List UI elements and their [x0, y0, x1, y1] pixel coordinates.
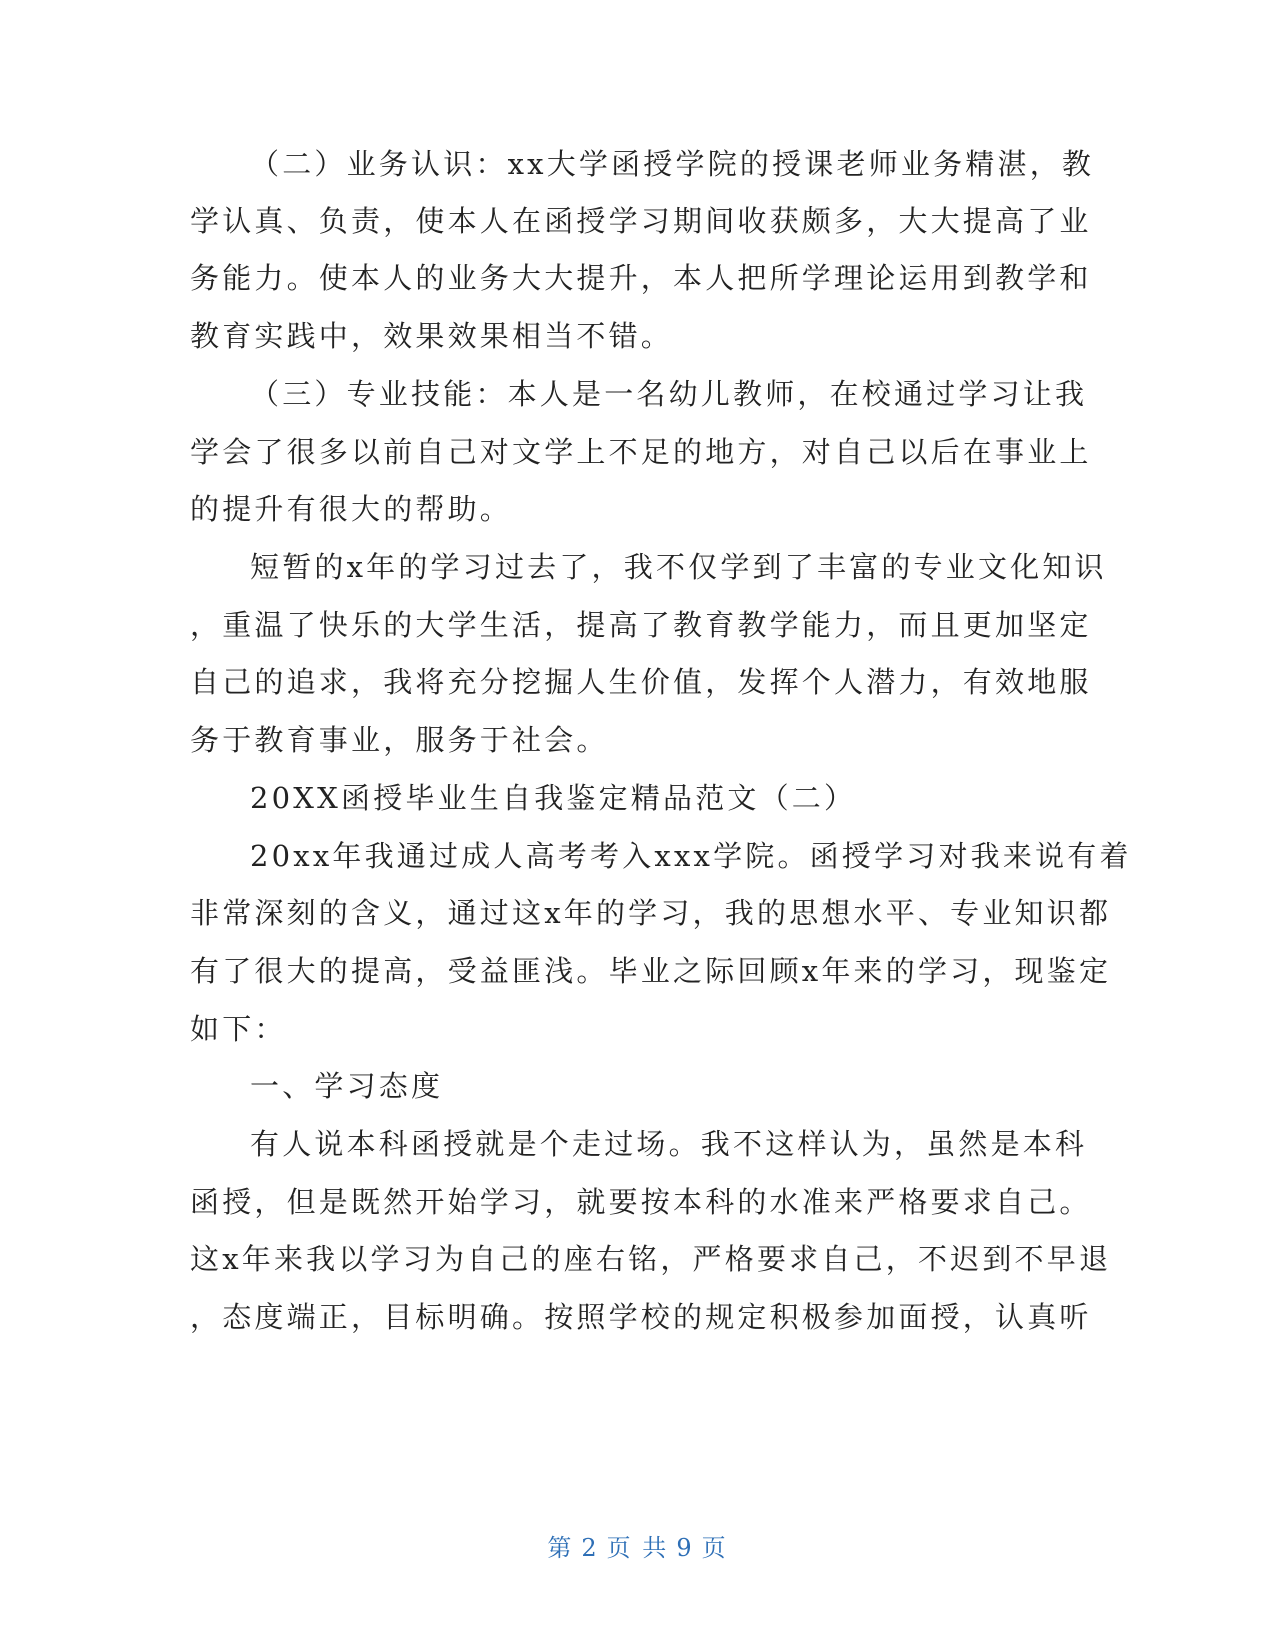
paragraph-line: ，态度端正，目标明确。按照学校的规定积极参加面授，认真听 [190, 1300, 1092, 1334]
paragraph-line: 有人说本科函授就是个走过场。我不这样认为，虽然是本科 [250, 1127, 1088, 1161]
paragraph-line: ，重温了快乐的大学生活，提高了教育教学能力，而且更加坚定 [190, 608, 1092, 642]
paragraph-line: 自己的追求，我将充分挖掘人生价值，发挥个人潜力，有效地服 [190, 665, 1092, 699]
paragraph-line: 这x年来我以学习为自己的座右铭，严格要求自己，不迟到不早退 [190, 1242, 1112, 1276]
paragraph-line: 务能力。使本人的业务大大提升，本人把所学理论运用到教学和 [190, 261, 1092, 295]
page-footer [0, 1528, 1275, 1563]
section-title: 20XX函授毕业生自我鉴定精品范文（二） [250, 781, 857, 815]
paragraph-line: 学认真、负责，使本人在函授学习期间收获颇多，大大提高了业 [190, 204, 1092, 238]
footer-current-page: 2 [581, 1534, 599, 1562]
footer-prefix: 第 [547, 1534, 574, 1562]
footer-middle: 页 共 [606, 1534, 669, 1562]
paragraph-line: （二）业务认识：xx大学函授学院的授课老师业务精湛，教 [250, 147, 1095, 181]
paragraph-line: 函授，但是既然开始学习，就要按本科的水准来严格要求自己。 [190, 1185, 1092, 1219]
paragraph-line: 20xx年我通过成人高考考入xxx学院。函授学习对我来说有着 [250, 839, 1132, 873]
paragraph-line: 学会了很多以前自己对文学上不足的地方，对自己以后在事业上 [190, 435, 1092, 469]
paragraph-line: 有了很大的提高，受益匪浅。毕业之际回顾x年来的学习，现鉴定 [190, 954, 1112, 988]
footer-total-pages: 9 [676, 1534, 694, 1562]
footer-suffix: 页 [701, 1534, 728, 1562]
paragraph-line: 如下： [190, 1012, 287, 1046]
paragraph-line: 教育实践中，效果效果相当不错。 [190, 319, 674, 353]
section-heading: 一、学习态度 [250, 1069, 444, 1103]
paragraph-line: 短暂的x年的学习过去了，我不仅学到了丰富的专业文化知识 [250, 550, 1107, 584]
paragraph-line: 务于教育事业，服务于社会。 [190, 723, 609, 757]
paragraph-line: （三）专业技能：本人是一名幼儿教师，在校通过学习让我 [250, 377, 1088, 411]
paragraph-line: 的提升有很大的帮助。 [190, 492, 513, 526]
paragraph-line: 非常深刻的含义，通过这x年的学习，我的思想水平、专业知识都 [190, 896, 1112, 930]
